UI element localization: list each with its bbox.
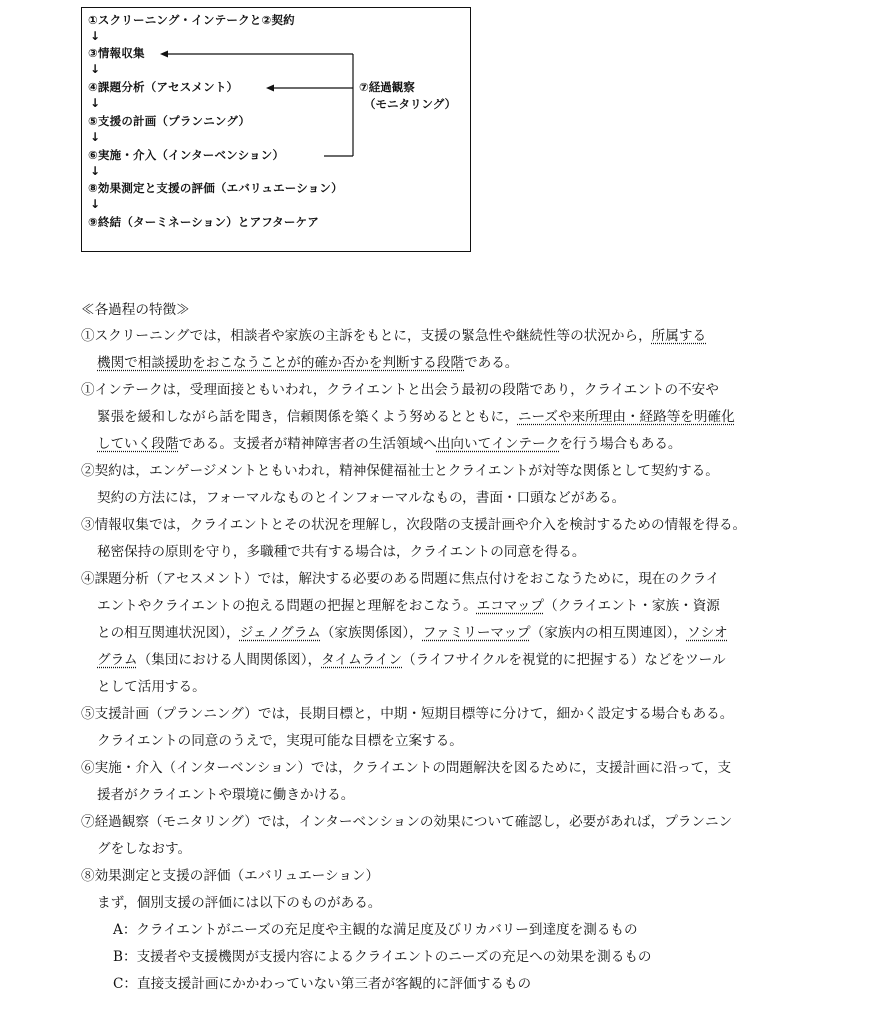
text-line: ⑧効果測定と支援の評価（エバリュエーション）: [81, 868, 380, 884]
text-line: ⑦経過観察（モニタリング）では，インターベンションの効果について確認し，必要があれば，プランニン: [81, 814, 733, 830]
text-line: まず，個別支援の評価には以下のものがある。: [97, 895, 382, 911]
text-line: ⑥実施・介入（インターベンション）では，クライエントの問題解決を図るために，支援計画に沿って，支: [81, 760, 732, 776]
arrowhead-info-icon: [160, 51, 168, 58]
diagram-step-assessment: ④課題分析（アセスメント）: [88, 80, 239, 94]
diagram-step-information: ③情報収集: [88, 46, 145, 60]
text-line: として活用する。: [97, 679, 206, 695]
diagram-step-termination: ⑨終結（ターミネーション）とアフターケア: [88, 215, 319, 229]
down-arrow-icon: ↓: [90, 62, 101, 76]
text-line: との相互関連状況図），ジェノグラム（家族関係図），ファミリーマップ（家族内の相互関連図），ソシオ: [97, 625, 728, 641]
text-line: 緊張を緩和しながら話を聞き，信頼関係を築くよう努めるとともに，ニーズや来所理由・経路等を明確化: [97, 409, 735, 425]
section-title: ≪各過程の特徴≫: [81, 302, 190, 318]
text-line: ①インテークは，受理面接ともいわれ，クライエントと出会う最初の段階であり，クライエントの不安や: [81, 382, 719, 398]
text-line: 契約の方法には，フォーマルなものとインフォーマルなもの，書面・口頭などがある。: [97, 490, 626, 506]
list-item-a: A：クライエントがニーズの充足度や主観的な満足度及びリカバリー到達度を測るもの: [113, 922, 638, 938]
text-line: していく段階である。支援者が精神障害者の生活領域へ出向いてインテークを行う場合もある。: [97, 436, 682, 452]
text-line: ③情報収集では，クライエントとその状況を理解し，次段階の支援計画や介入を検討するための情報を得る。: [81, 517, 747, 533]
text-line: 秘密保持の原則を守り，多職種で共有する場合は，クライエントの同意を得る。: [97, 544, 586, 560]
down-arrow-icon: ↓: [90, 29, 101, 43]
down-arrow-icon: ↓: [90, 197, 101, 211]
list-item-b: B：支援者や支援機関が支援内容によるクライエントのニーズの充足への効果を測るもの: [113, 949, 652, 965]
down-arrow-icon: ↓: [90, 130, 101, 144]
text-line: ②契約は，エンゲージメントともいわれ，精神保健福祉士とクライエントが対等な関係として契約する。: [81, 463, 719, 479]
text-line: ④課題分析（アセスメント）では，解決する必要のある問題に焦点付けをおこなうために，現在のクライ: [81, 571, 720, 587]
down-arrow-icon: ↓: [90, 164, 101, 178]
diagram-monitoring-sublabel: （モニタリング）: [364, 97, 457, 111]
diagram-step-planning: ⑤支援の計画（プランニング）: [88, 114, 251, 128]
diagram-step-screening: ①スクリーニング・インテークと②契約: [88, 13, 295, 27]
text-line: グをしなおす。: [97, 841, 192, 857]
text-line: 援者がクライエントや環境に働きかける。: [97, 787, 355, 803]
text-line: クライエントの同意のうえで，実現可能な目標を立案する。: [97, 733, 463, 749]
text-line: ①スクリーニングでは，相談者や家族の主訴をもとに，支援の緊急性や継続性等の状況から，所属する: [81, 328, 707, 344]
diagram-monitoring-label: ⑦経過観察: [359, 80, 415, 94]
text-line: ⑤支援計画（プランニング）では，長期目標と，中期・短期目標等に分けて，細かく設定する場合もある。: [81, 706, 734, 722]
down-arrow-icon: ↓: [90, 96, 101, 110]
process-diagram: [81, 7, 471, 252]
text-line: 機関で相談援助をおこなうことが的確か否かを判断する段階である。: [97, 355, 519, 371]
text-line: グラム（集団における人間関係図），タイムライン（ライフサイクルを視覚的に把握する）などをツール: [97, 652, 726, 668]
diagram-step-intervention: ⑥実施・介入（インターベンション）: [88, 148, 285, 162]
diagram-step-evaluation: ⑧効果測定と支援の評価（エバリュエーション）: [88, 181, 343, 195]
list-item-c: C：直接支援計画にかかわっていない第三者が客観的に評価するもの: [113, 976, 532, 992]
feedback-loop-arrows: [82, 8, 470, 251]
arrowhead-assessment-icon: [266, 85, 274, 92]
text-line: エントやクライエントの抱える問題の把握と理解をおこなう。エコマップ（クライエント・家族・資源: [97, 598, 720, 614]
